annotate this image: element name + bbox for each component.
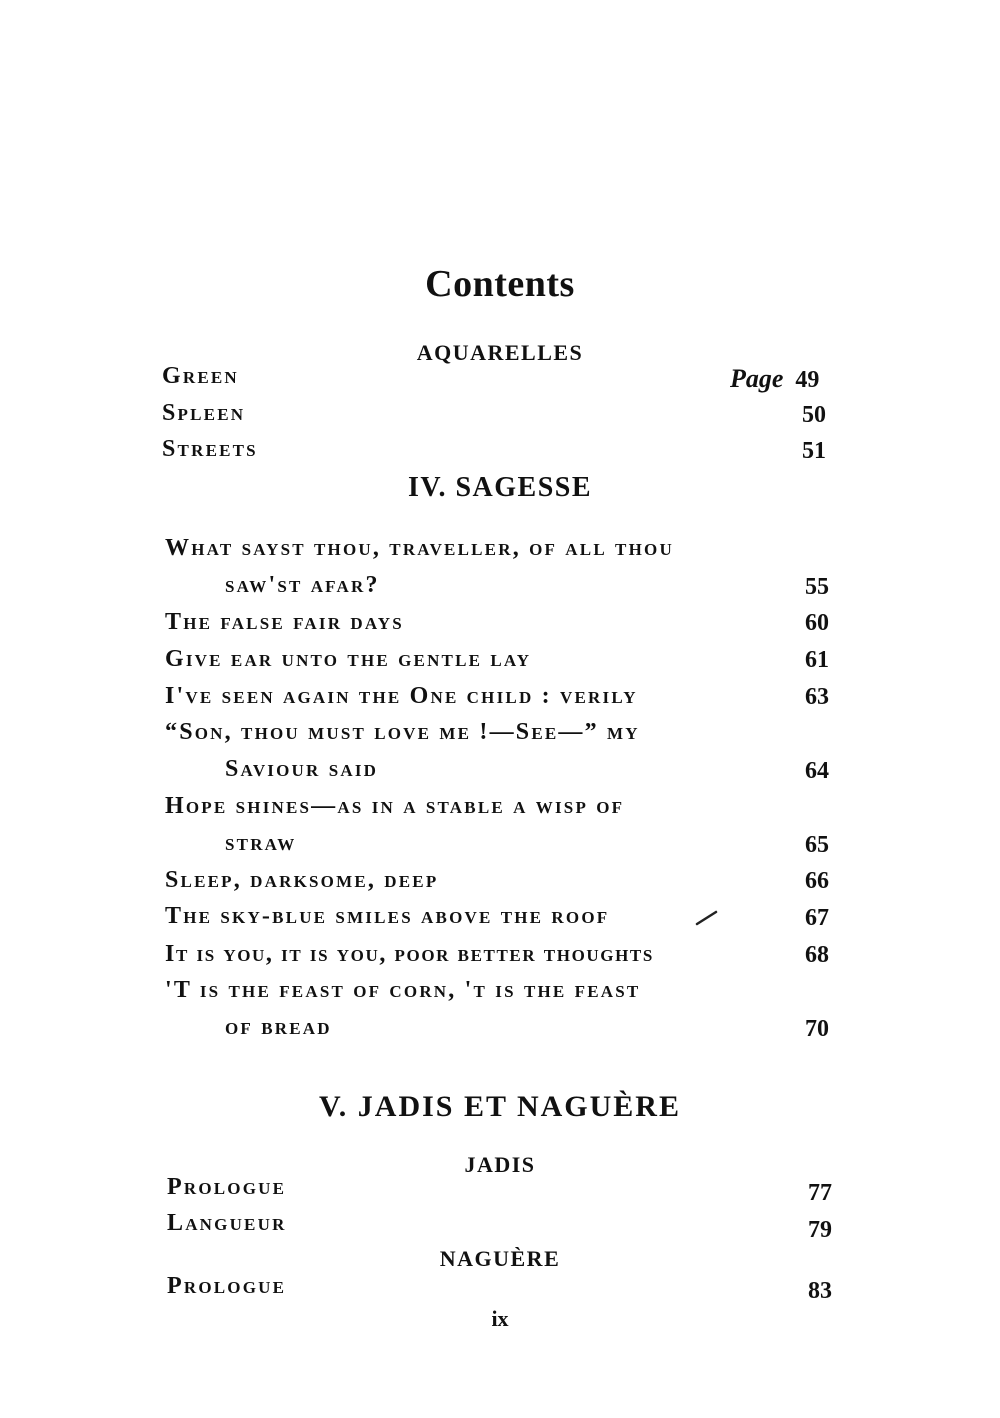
entry-title: Prologue [167,1174,287,1200]
subsection-heading-jadis: JADIS [464,1152,536,1177]
entry-title: The false fair days [165,609,404,635]
page-number: 66 [805,868,829,894]
page-number: 50 [802,402,826,428]
entry-title: The sky-blue smiles above the roof [165,903,610,929]
page-number: 67 [805,905,829,931]
page-number: 51 [802,438,826,464]
page-number: 55 [805,574,829,600]
entry-title: I've seen again the One child : verily [165,683,638,709]
entry-title-line1: “Son, thou must love me !—See—” my [165,719,640,745]
page-number: 70 [805,1016,829,1042]
section-heading-sagesse: IV. SAGESSE [407,472,593,503]
entry-title-line2: straw [225,830,297,856]
entry-title: Spleen [162,400,246,426]
page-label: Page [730,364,784,393]
entry-title-line2: Saviour said [225,756,379,782]
page-number: 49 [795,367,820,393]
entry-title-line2: of bread [225,1014,332,1040]
entry-title-line1: 'T is the feast of corn, 't is the feast [165,977,641,1003]
entry-title-line1: Hope shines—as in a stable a wisp of [165,793,625,819]
entry-title: Prologue [167,1273,287,1299]
entry-title: Give ear unto the gentle lay [165,646,532,672]
entry-title: Green [162,363,239,389]
page-number: 83 [808,1278,832,1304]
section-heading-jadis-et-naguere: V. JADIS ET NAGUÈRE [319,1090,681,1123]
entry-title: Langueur [167,1210,287,1236]
page-number: 64 [805,758,829,784]
entry-title-line1: What sayst thou, traveller, of all thou [165,535,674,561]
pencil-mark-icon [694,908,720,928]
entry-title: It is you, it is you, poor better thoughts [165,941,654,967]
page-number: 60 [805,610,829,636]
page-number: 79 [808,1217,832,1243]
folio-page-number: ix [491,1306,509,1331]
entry-title-line2: saw'st afar? [225,572,380,598]
entry-page [730,364,819,394]
entry-title: Sleep, darksome, deep [165,867,439,893]
section-heading-aquarelles: AQUARELLES [416,340,584,365]
page-number: 63 [805,684,829,710]
page-title: Contents [425,263,575,305]
page-number: 68 [805,942,829,968]
subsection-heading-naguere: NAGUÈRE [439,1246,561,1271]
page-number: 77 [808,1180,832,1206]
page-number: 65 [805,832,829,858]
entry-title: Streets [162,436,258,462]
page-number: 61 [805,647,829,673]
